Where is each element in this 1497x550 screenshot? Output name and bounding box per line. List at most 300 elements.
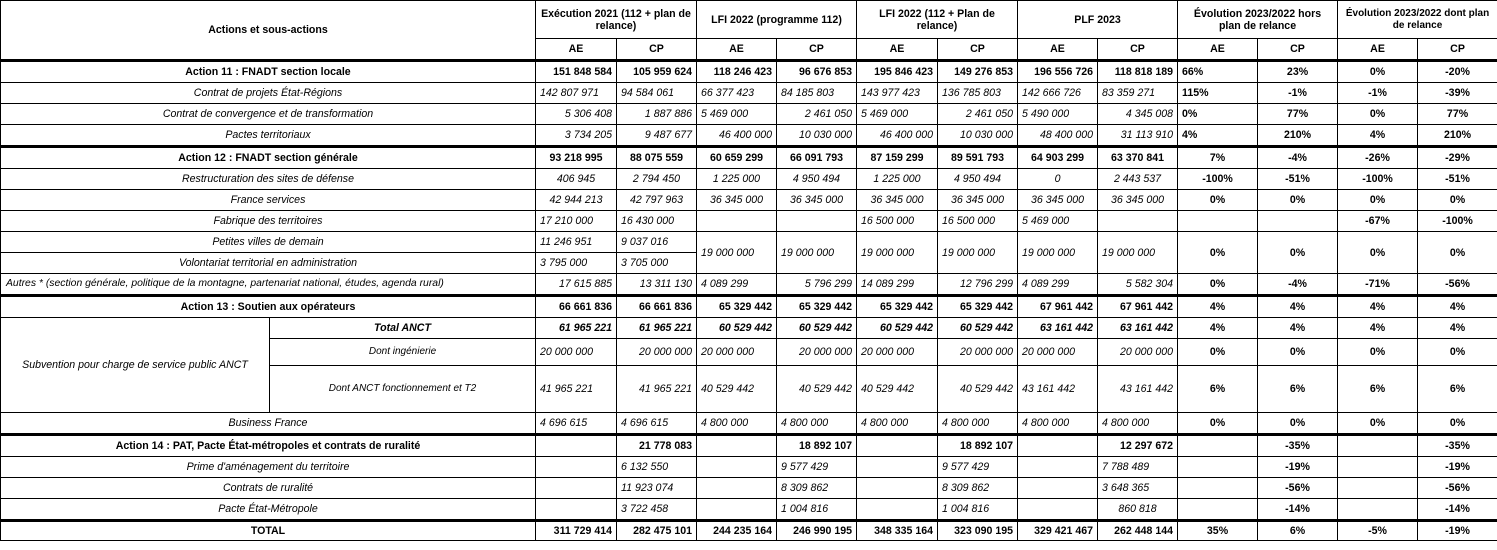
- cell: 4 800 000: [1018, 413, 1098, 435]
- cell: 48 400 000: [1018, 125, 1098, 147]
- cell: 5 469 000: [1018, 211, 1098, 232]
- cell: -29%: [1418, 147, 1497, 169]
- cell: 60 529 442: [857, 318, 938, 339]
- header-cp: CP: [777, 39, 857, 61]
- cell: [1018, 435, 1098, 457]
- cell: [1338, 478, 1418, 499]
- cell: 6%: [1258, 366, 1338, 413]
- cell: 36 345 000: [857, 190, 938, 211]
- cell: [1338, 435, 1418, 457]
- header-plf-2023: PLF 2023: [1018, 1, 1178, 39]
- row-action-14: [1, 435, 1497, 457]
- cell: 36 345 000: [777, 190, 857, 211]
- cell: 65 329 442: [857, 296, 938, 318]
- cell: 196 556 726: [1018, 61, 1098, 83]
- cell: 4 950 494: [938, 169, 1018, 190]
- cell: [1258, 211, 1338, 232]
- cell: 149 276 853: [938, 61, 1018, 83]
- cell: 0%: [1178, 104, 1258, 125]
- cell: 65 329 442: [777, 296, 857, 318]
- cell: 7 788 489: [1098, 457, 1178, 478]
- row-autres: [1, 274, 1497, 296]
- header-cp: CP: [1098, 39, 1178, 61]
- cell: 13 311 130: [617, 274, 697, 296]
- row-action-12: [1, 147, 1497, 169]
- header-evolution-dont: Évolution 2023/2022 dont plan de relance: [1338, 1, 1497, 39]
- cell: [1178, 478, 1258, 499]
- cell: 3 648 365: [1098, 478, 1178, 499]
- row-business-france: [1, 413, 1497, 435]
- cell: 20 000 000: [857, 339, 938, 366]
- row-label: Autres * (section générale, politique de la montagne, partenariat national, études, agenda rural): [1, 274, 536, 296]
- cell: 19 000 000: [938, 232, 1018, 274]
- cell: 20 000 000: [536, 339, 617, 366]
- row-label: Restructuration des sites de défense: [1, 169, 536, 190]
- row-label: Action 11 : FNADT section locale: [1, 61, 536, 83]
- cell: [536, 435, 617, 457]
- cell: 88 075 559: [617, 147, 697, 169]
- cell: [1338, 457, 1418, 478]
- cell: 2 461 050: [777, 104, 857, 125]
- cell: 20 000 000: [938, 339, 1018, 366]
- cell: 42 797 963: [617, 190, 697, 211]
- cell: [857, 435, 938, 457]
- cell: 0%: [1418, 190, 1497, 211]
- cell: 61 965 221: [536, 318, 617, 339]
- cell: 41 965 221: [617, 366, 697, 413]
- cell: 3 722 458: [617, 499, 697, 521]
- cell: 7%: [1178, 147, 1258, 169]
- cell: 860 818: [1098, 499, 1178, 521]
- cell: 5 306 408: [536, 104, 617, 125]
- cell: 5 469 000: [697, 104, 777, 125]
- row-label: Action 13 : Soutien aux opérateurs: [1, 296, 536, 318]
- cell: 262 448 144: [1098, 521, 1178, 541]
- cell: -19%: [1418, 457, 1497, 478]
- cell: 0: [1018, 169, 1098, 190]
- row-label: Contrats de ruralité: [1, 478, 536, 499]
- cell: 89 591 793: [938, 147, 1018, 169]
- cell: 16 430 000: [617, 211, 697, 232]
- cell: 19 000 000: [1098, 232, 1178, 274]
- cell: [857, 478, 938, 499]
- cell: 4 800 000: [938, 413, 1018, 435]
- cell: 0%: [1338, 104, 1418, 125]
- cell: 311 729 414: [536, 521, 617, 541]
- header-cp: CP: [938, 39, 1018, 61]
- cell: 17 210 000: [536, 211, 617, 232]
- row-pactes: [1, 125, 1497, 147]
- row-label: Dont ANCT fonctionnement et T2: [270, 366, 536, 413]
- cell: 105 959 624: [617, 61, 697, 83]
- row-fabrique: [1, 211, 1497, 232]
- cell: 36 345 000: [1018, 190, 1098, 211]
- cell: 9 487 677: [617, 125, 697, 147]
- cell: -56%: [1418, 274, 1497, 296]
- cell: 20 000 000: [1018, 339, 1098, 366]
- cell: [1178, 457, 1258, 478]
- header-row: [1, 1, 1497, 39]
- cell: -4%: [1258, 274, 1338, 296]
- cell: 4 800 000: [697, 413, 777, 435]
- cell: -26%: [1338, 147, 1418, 169]
- cell: 1 225 000: [697, 169, 777, 190]
- cell: 60 529 442: [697, 318, 777, 339]
- cell: 2 443 537: [1098, 169, 1178, 190]
- cell: 142 807 971: [536, 83, 617, 104]
- cell: 66 661 836: [536, 296, 617, 318]
- cell: 23%: [1258, 61, 1338, 83]
- cell: 4%: [1338, 318, 1418, 339]
- cell: -1%: [1338, 83, 1418, 104]
- cell: 4%: [1258, 296, 1338, 318]
- cell: 4 950 494: [777, 169, 857, 190]
- cell: 93 218 995: [536, 147, 617, 169]
- cell: 1 887 886: [617, 104, 697, 125]
- cell: 136 785 803: [938, 83, 1018, 104]
- cell: 19 000 000: [857, 232, 938, 274]
- cell: 323 090 195: [938, 521, 1018, 541]
- header-cp: CP: [1418, 39, 1497, 61]
- cell: 4 800 000: [1098, 413, 1178, 435]
- cell: 12 297 672: [1098, 435, 1178, 457]
- cell: [536, 457, 617, 478]
- cell: 77%: [1418, 104, 1497, 125]
- cell: -56%: [1418, 478, 1497, 499]
- cell: 21 778 083: [617, 435, 697, 457]
- cell: 210%: [1258, 125, 1338, 147]
- cell: 14 089 299: [857, 274, 938, 296]
- cell: [857, 499, 938, 521]
- header-ae: AE: [536, 39, 617, 61]
- cell: 63 161 442: [1098, 318, 1178, 339]
- cell: 11 923 074: [617, 478, 697, 499]
- cell: -56%: [1258, 478, 1338, 499]
- cell: [1178, 211, 1258, 232]
- cell: 2 794 450: [617, 169, 697, 190]
- cell: 0%: [1258, 190, 1338, 211]
- cell: 84 185 803: [777, 83, 857, 104]
- cell: 0%: [1418, 232, 1497, 274]
- row-label: Pactes territoriaux: [1, 125, 536, 147]
- header-lfi-2022-112: LFI 2022 (programme 112): [697, 1, 857, 39]
- cell: [857, 457, 938, 478]
- spsp-label: Subvention pour charge de service public ANCT: [1, 318, 270, 413]
- cell: -35%: [1418, 435, 1497, 457]
- cell: 0%: [1418, 339, 1497, 366]
- cell: 4 696 615: [617, 413, 697, 435]
- cell: 19 000 000: [697, 232, 777, 274]
- cell: 20 000 000: [777, 339, 857, 366]
- row-label: France services: [1, 190, 536, 211]
- cell: 43 161 442: [1018, 366, 1098, 413]
- cell: 66 377 423: [697, 83, 777, 104]
- cell: [1178, 499, 1258, 521]
- row-label: Business France: [1, 413, 536, 435]
- cell: 4 800 000: [777, 413, 857, 435]
- header-ae: AE: [697, 39, 777, 61]
- cell: -1%: [1258, 83, 1338, 104]
- cell: 1 004 816: [938, 499, 1018, 521]
- cell: 5 582 304: [1098, 274, 1178, 296]
- cell: -100%: [1178, 169, 1258, 190]
- cell: 0%: [1178, 232, 1258, 274]
- cell: 96 676 853: [777, 61, 857, 83]
- cell: 42 944 213: [536, 190, 617, 211]
- cell: 4%: [1418, 318, 1497, 339]
- cell: [777, 211, 857, 232]
- row-label: Fabrique des territoires: [1, 211, 536, 232]
- cell: 195 846 423: [857, 61, 938, 83]
- cell: 142 666 726: [1018, 83, 1098, 104]
- cell: 9 577 429: [938, 457, 1018, 478]
- cell: 329 421 467: [1018, 521, 1098, 541]
- cell: [1098, 211, 1178, 232]
- cell: 16 500 000: [938, 211, 1018, 232]
- cell: -4%: [1258, 147, 1338, 169]
- cell: 244 235 164: [697, 521, 777, 541]
- cell: 4%: [1178, 125, 1258, 147]
- cell: 2 461 050: [938, 104, 1018, 125]
- row-label: Total ANCT: [270, 318, 536, 339]
- row-france-services: [1, 190, 1497, 211]
- cell: -100%: [1338, 169, 1418, 190]
- cell: 31 113 910: [1098, 125, 1178, 147]
- cell: 36 345 000: [1098, 190, 1178, 211]
- cell: 0%: [1178, 274, 1258, 296]
- cell: 36 345 000: [697, 190, 777, 211]
- cell: 5 469 000: [857, 104, 938, 125]
- cell: [697, 211, 777, 232]
- cell: 0%: [1338, 61, 1418, 83]
- cell: -19%: [1418, 521, 1497, 541]
- header-ae: AE: [1338, 39, 1418, 61]
- row-restructuration: [1, 169, 1497, 190]
- cell: 0%: [1178, 413, 1258, 435]
- header-ae: AE: [1178, 39, 1258, 61]
- cell: 4%: [1338, 125, 1418, 147]
- row-label: Pacte État-Métropole: [1, 499, 536, 521]
- row-contrats-ruralite: [1, 478, 1497, 499]
- row-label: Action 14 : PAT, Pacte État-métropoles et contrats de ruralité: [1, 435, 536, 457]
- cell: 0%: [1258, 413, 1338, 435]
- cell: 0%: [1418, 413, 1497, 435]
- cell: 4%: [1418, 296, 1497, 318]
- cell: [1018, 478, 1098, 499]
- cell: 43 161 442: [1098, 366, 1178, 413]
- cell: -51%: [1258, 169, 1338, 190]
- cell: 8 309 862: [777, 478, 857, 499]
- header-cp: CP: [1258, 39, 1338, 61]
- cell: 40 529 442: [697, 366, 777, 413]
- cell: 40 529 442: [777, 366, 857, 413]
- cell: 0%: [1338, 232, 1418, 274]
- cell: 94 584 061: [617, 83, 697, 104]
- row-cper: [1, 83, 1497, 104]
- row-pvd: [1, 232, 1497, 253]
- cell: -39%: [1418, 83, 1497, 104]
- cell: -19%: [1258, 457, 1338, 478]
- cell: 9 037 016: [617, 232, 697, 253]
- cell: 20 000 000: [1098, 339, 1178, 366]
- cell: -14%: [1418, 499, 1497, 521]
- row-label: Action 12 : FNADT section générale: [1, 147, 536, 169]
- cell: 4%: [1338, 296, 1418, 318]
- cell: 19 000 000: [777, 232, 857, 274]
- cell: 5 490 000: [1018, 104, 1098, 125]
- header-ae: AE: [857, 39, 938, 61]
- cell: 60 529 442: [938, 318, 1018, 339]
- cell: 406 945: [536, 169, 617, 190]
- cell: -5%: [1338, 521, 1418, 541]
- cell: [536, 499, 617, 521]
- cell: [697, 457, 777, 478]
- header-cp: CP: [617, 39, 697, 61]
- cell: 348 335 164: [857, 521, 938, 541]
- cell: 4 696 615: [536, 413, 617, 435]
- cell: 63 370 841: [1098, 147, 1178, 169]
- cell: 0%: [1178, 190, 1258, 211]
- cell: 66 661 836: [617, 296, 697, 318]
- row-label: Petites villes de demain: [1, 232, 536, 253]
- cell: 4 800 000: [857, 413, 938, 435]
- cell: -67%: [1338, 211, 1418, 232]
- cell: 36 345 000: [938, 190, 1018, 211]
- cell: 6%: [1338, 366, 1418, 413]
- cell: 67 961 442: [1018, 296, 1098, 318]
- cell: 8 309 862: [938, 478, 1018, 499]
- cell: 63 161 442: [1018, 318, 1098, 339]
- cell: 3 734 205: [536, 125, 617, 147]
- row-label: Contrat de convergence et de transformation: [1, 104, 536, 125]
- cell: -14%: [1258, 499, 1338, 521]
- cell: 66%: [1178, 61, 1258, 83]
- cell: [697, 499, 777, 521]
- cell: 1 225 000: [857, 169, 938, 190]
- cell: -35%: [1258, 435, 1338, 457]
- cell: 0%: [1338, 413, 1418, 435]
- cell: 282 475 101: [617, 521, 697, 541]
- cell: 77%: [1258, 104, 1338, 125]
- cell: 3 705 000: [617, 253, 697, 274]
- header-lfi-2022-relance: LFI 2022 (112 + Plan de relance): [857, 1, 1018, 39]
- cell: 64 903 299: [1018, 147, 1098, 169]
- cell: 0%: [1258, 232, 1338, 274]
- cell: 4 345 008: [1098, 104, 1178, 125]
- cell: 12 796 299: [938, 274, 1018, 296]
- cell: 4%: [1258, 318, 1338, 339]
- cell: 118 246 423: [697, 61, 777, 83]
- cell: 20 000 000: [697, 339, 777, 366]
- row-label: Dont ingénierie: [270, 339, 536, 366]
- cell: [1338, 499, 1418, 521]
- cell: 246 990 195: [777, 521, 857, 541]
- row-total-anct: [1, 318, 1497, 339]
- cell: 66 091 793: [777, 147, 857, 169]
- cell: 1 004 816: [777, 499, 857, 521]
- cell: -71%: [1338, 274, 1418, 296]
- row-label: Contrat de projets État-Régions: [1, 83, 536, 104]
- cell: 210%: [1418, 125, 1497, 147]
- header-exec-2021: Exécution 2021 (112 + plan de relance): [536, 1, 697, 39]
- cell: [1018, 499, 1098, 521]
- header-evolution-hors: Évolution 2023/2022 hors plan de relance: [1178, 1, 1338, 39]
- cell: -51%: [1418, 169, 1497, 190]
- cell: [697, 478, 777, 499]
- cell: 83 359 271: [1098, 83, 1178, 104]
- row-label: Volontariat territorial en administration: [1, 253, 536, 274]
- cell: -100%: [1418, 211, 1497, 232]
- cell: [536, 478, 617, 499]
- row-label: TOTAL: [1, 521, 536, 541]
- cell: 3 795 000: [536, 253, 617, 274]
- cell: 60 659 299: [697, 147, 777, 169]
- cell: 6%: [1178, 366, 1258, 413]
- cell: 0%: [1258, 339, 1338, 366]
- row-cct: [1, 104, 1497, 125]
- cell: [697, 435, 777, 457]
- cell: 151 848 584: [536, 61, 617, 83]
- cell: 143 977 423: [857, 83, 938, 104]
- cell: 18 892 107: [777, 435, 857, 457]
- cell: [1178, 435, 1258, 457]
- cell: 20 000 000: [617, 339, 697, 366]
- cell: 65 329 442: [938, 296, 1018, 318]
- row-pat: [1, 457, 1497, 478]
- cell: 115%: [1178, 83, 1258, 104]
- cell: 46 400 000: [697, 125, 777, 147]
- cell: 6%: [1258, 521, 1338, 541]
- cell: 18 892 107: [938, 435, 1018, 457]
- cell: 87 159 299: [857, 147, 938, 169]
- row-action-13: [1, 296, 1497, 318]
- header-actions: Actions et sous-actions: [1, 1, 536, 61]
- cell: 5 796 299: [777, 274, 857, 296]
- row-label: Prime d'aménagement du territoire: [1, 457, 536, 478]
- cell: 40 529 442: [938, 366, 1018, 413]
- cell: 4%: [1178, 296, 1258, 318]
- cell: 4 089 299: [1018, 274, 1098, 296]
- row-action-11: [1, 61, 1497, 83]
- cell: 67 961 442: [1098, 296, 1178, 318]
- cell: 0%: [1338, 339, 1418, 366]
- cell: 19 000 000: [1018, 232, 1098, 274]
- row-total: [1, 521, 1497, 541]
- cell: 10 030 000: [777, 125, 857, 147]
- cell: 6 132 550: [617, 457, 697, 478]
- header-ae: AE: [1018, 39, 1098, 61]
- cell: 4%: [1178, 318, 1258, 339]
- cell: 65 329 442: [697, 296, 777, 318]
- cell: 46 400 000: [857, 125, 938, 147]
- cell: 0%: [1178, 339, 1258, 366]
- cell: [1018, 457, 1098, 478]
- cell: 11 246 951: [536, 232, 617, 253]
- cell: 40 529 442: [857, 366, 938, 413]
- cell: 0%: [1338, 190, 1418, 211]
- cell: 10 030 000: [938, 125, 1018, 147]
- cell: 16 500 000: [857, 211, 938, 232]
- cell: 61 965 221: [617, 318, 697, 339]
- cell: 118 818 189: [1098, 61, 1178, 83]
- cell: 6%: [1418, 366, 1497, 413]
- cell: -20%: [1418, 61, 1497, 83]
- cell: 35%: [1178, 521, 1258, 541]
- cell: 17 615 885: [536, 274, 617, 296]
- cell: 9 577 429: [777, 457, 857, 478]
- cell: 4 089 299: [697, 274, 777, 296]
- row-pacte-metropole: [1, 499, 1497, 521]
